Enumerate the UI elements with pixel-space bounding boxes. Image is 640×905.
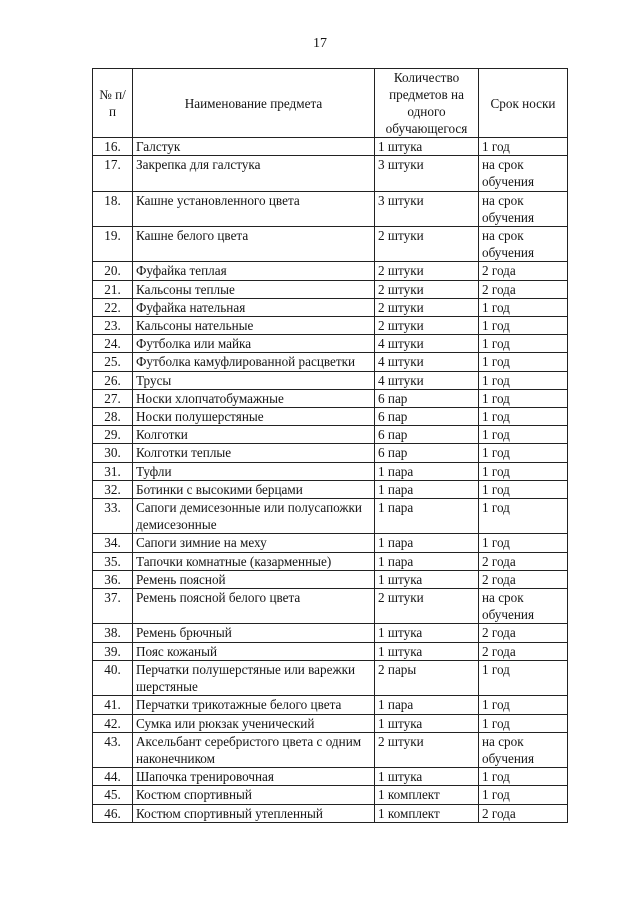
item-name: Кальсоны теплые <box>133 280 375 298</box>
item-name: Перчатки полушерстяные или варежки шерстяные <box>133 660 375 695</box>
item-quantity: 4 штуки <box>375 335 479 353</box>
wear-term: 1 год <box>479 499 568 534</box>
item-name: Сумка или рюкзак ученический <box>133 714 375 732</box>
wear-term: 1 год <box>479 534 568 552</box>
item-name: Сапоги демисезонные или полусапожки демисезонные <box>133 499 375 534</box>
row-number: 16. <box>93 138 133 156</box>
item-name: Ботинки с высокими берцами <box>133 480 375 498</box>
items-table <box>92 68 568 823</box>
wear-term: 1 год <box>479 138 568 156</box>
item-quantity: 4 штуки <box>375 371 479 389</box>
table-row <box>93 534 568 552</box>
item-name: Сапоги зимние на меху <box>133 534 375 552</box>
row-number: 29. <box>93 426 133 444</box>
row-number: 39. <box>93 642 133 660</box>
item-name: Ремень поясной белого цвета <box>133 589 375 624</box>
item-quantity: 2 штуки <box>375 262 479 280</box>
item-quantity: 1 пара <box>375 462 479 480</box>
table-row <box>93 768 568 786</box>
header-number: № п/п <box>93 69 133 138</box>
row-number: 20. <box>93 262 133 280</box>
item-quantity: 1 пара <box>375 534 479 552</box>
wear-term: 1 год <box>479 389 568 407</box>
wear-term: 2 года <box>479 642 568 660</box>
item-name: Фуфайка теплая <box>133 262 375 280</box>
table-row <box>93 480 568 498</box>
item-quantity: 2 штуки <box>375 280 479 298</box>
item-quantity: 1 пара <box>375 480 479 498</box>
item-name: Колготки теплые <box>133 444 375 462</box>
wear-term: 1 год <box>479 714 568 732</box>
table-row <box>93 191 568 226</box>
item-quantity: 1 штука <box>375 138 479 156</box>
item-quantity: 3 штуки <box>375 191 479 226</box>
item-quantity: 3 штуки <box>375 156 479 191</box>
row-number: 25. <box>93 353 133 371</box>
item-quantity: 1 комплект <box>375 804 479 822</box>
wear-term: 1 год <box>479 426 568 444</box>
item-quantity: 2 штуки <box>375 298 479 316</box>
wear-term: на срок обучения <box>479 589 568 624</box>
wear-term: 1 год <box>479 371 568 389</box>
wear-term: 1 год <box>479 786 568 804</box>
item-quantity: 2 штуки <box>375 317 479 335</box>
wear-term: на срок обучения <box>479 227 568 262</box>
wear-term: 2 года <box>479 280 568 298</box>
item-name: Пояс кожаный <box>133 642 375 660</box>
table-row <box>93 642 568 660</box>
row-number: 33. <box>93 499 133 534</box>
row-number: 23. <box>93 317 133 335</box>
row-number: 40. <box>93 660 133 695</box>
wear-term: 2 года <box>479 804 568 822</box>
row-number: 32. <box>93 480 133 498</box>
item-quantity: 1 штука <box>375 570 479 588</box>
table-body <box>93 138 568 823</box>
row-number: 24. <box>93 335 133 353</box>
item-name: Туфли <box>133 462 375 480</box>
item-quantity: 6 пар <box>375 389 479 407</box>
item-name: Трусы <box>133 371 375 389</box>
table-row <box>93 138 568 156</box>
wear-term: 1 год <box>479 480 568 498</box>
table-row <box>93 371 568 389</box>
item-name: Кашне установленного цвета <box>133 191 375 226</box>
wear-term: 1 год <box>479 335 568 353</box>
row-number: 43. <box>93 732 133 767</box>
table-row <box>93 389 568 407</box>
table-row <box>93 280 568 298</box>
item-name: Аксельбант серебристого цвета с одним наконечником <box>133 732 375 767</box>
item-name: Костюм спортивный <box>133 786 375 804</box>
row-number: 44. <box>93 768 133 786</box>
table-row <box>93 624 568 642</box>
item-quantity: 1 пара <box>375 696 479 714</box>
row-number: 42. <box>93 714 133 732</box>
table-row <box>93 444 568 462</box>
item-name: Тапочки комнатные (казарменные) <box>133 552 375 570</box>
item-name: Костюм спортивный утепленный <box>133 804 375 822</box>
row-number: 18. <box>93 191 133 226</box>
table-row <box>93 660 568 695</box>
row-number: 22. <box>93 298 133 316</box>
item-name: Ремень поясной <box>133 570 375 588</box>
row-number: 45. <box>93 786 133 804</box>
header-quantity: Количество предметов на одного обучающегося <box>375 69 479 138</box>
item-quantity: 6 пар <box>375 408 479 426</box>
row-number: 17. <box>93 156 133 191</box>
row-number: 35. <box>93 552 133 570</box>
table-row <box>93 696 568 714</box>
wear-term: 1 год <box>479 696 568 714</box>
header-wear-term: Срок носки <box>479 69 568 138</box>
item-quantity: 1 комплект <box>375 786 479 804</box>
item-quantity: 4 штуки <box>375 353 479 371</box>
table-row <box>93 426 568 444</box>
item-name: Перчатки трикотажные белого цвета <box>133 696 375 714</box>
wear-term: на срок обучения <box>479 732 568 767</box>
wear-term: 1 год <box>479 444 568 462</box>
item-quantity: 2 пары <box>375 660 479 695</box>
page-number: 17 <box>313 36 327 51</box>
wear-term: 1 год <box>479 768 568 786</box>
item-name: Футболка камуфлированной расцветки <box>133 353 375 371</box>
table-row <box>93 317 568 335</box>
wear-term: 1 год <box>479 660 568 695</box>
wear-term: 1 год <box>479 298 568 316</box>
item-quantity: 1 штука <box>375 768 479 786</box>
row-number: 31. <box>93 462 133 480</box>
row-number: 27. <box>93 389 133 407</box>
item-quantity: 1 штука <box>375 714 479 732</box>
table-row <box>93 499 568 534</box>
wear-term: на срок обучения <box>479 191 568 226</box>
item-name: Носки полушерстяные <box>133 408 375 426</box>
table-row <box>93 786 568 804</box>
item-quantity: 6 пар <box>375 444 479 462</box>
row-number: 36. <box>93 570 133 588</box>
item-quantity: 1 пара <box>375 499 479 534</box>
item-quantity: 2 штуки <box>375 227 479 262</box>
item-name: Ремень брючный <box>133 624 375 642</box>
row-number: 26. <box>93 371 133 389</box>
wear-term: 1 год <box>479 462 568 480</box>
item-name: Фуфайка нательная <box>133 298 375 316</box>
table-row <box>93 714 568 732</box>
row-number: 19. <box>93 227 133 262</box>
wear-term: 1 год <box>479 317 568 335</box>
table-row <box>93 589 568 624</box>
row-number: 28. <box>93 408 133 426</box>
wear-term: 1 год <box>479 353 568 371</box>
item-quantity: 1 штука <box>375 642 479 660</box>
row-number: 38. <box>93 624 133 642</box>
item-quantity: 6 пар <box>375 426 479 444</box>
table-row <box>93 298 568 316</box>
item-name: Футболка или майка <box>133 335 375 353</box>
row-number: 46. <box>93 804 133 822</box>
table-header-row <box>93 69 568 138</box>
item-name: Закрепка для галстука <box>133 156 375 191</box>
row-number: 34. <box>93 534 133 552</box>
item-name: Шапочка тренировочная <box>133 768 375 786</box>
table-row <box>93 804 568 822</box>
item-quantity: 1 пара <box>375 552 479 570</box>
item-name: Кальсоны нательные <box>133 317 375 335</box>
item-quantity: 2 штуки <box>375 589 479 624</box>
row-number: 37. <box>93 589 133 624</box>
table-row <box>93 462 568 480</box>
row-number: 30. <box>93 444 133 462</box>
item-name: Носки хлопчатобумажные <box>133 389 375 407</box>
wear-term: 2 года <box>479 262 568 280</box>
table-row <box>93 262 568 280</box>
wear-term: 2 года <box>479 624 568 642</box>
table-row <box>93 570 568 588</box>
wear-term: 2 года <box>479 552 568 570</box>
header-item-name: Наименование предмета <box>133 69 375 138</box>
row-number: 21. <box>93 280 133 298</box>
wear-term: 1 год <box>479 408 568 426</box>
table-row <box>93 552 568 570</box>
item-name: Колготки <box>133 426 375 444</box>
wear-term: на срок обучения <box>479 156 568 191</box>
table-row <box>93 227 568 262</box>
table-row <box>93 353 568 371</box>
table-row <box>93 732 568 767</box>
table-row <box>93 408 568 426</box>
item-name: Галстук <box>133 138 375 156</box>
item-quantity: 2 штуки <box>375 732 479 767</box>
wear-term: 2 года <box>479 570 568 588</box>
table-row <box>93 335 568 353</box>
item-name: Кашне белого цвета <box>133 227 375 262</box>
table-row <box>93 156 568 191</box>
item-quantity: 1 штука <box>375 624 479 642</box>
row-number: 41. <box>93 696 133 714</box>
